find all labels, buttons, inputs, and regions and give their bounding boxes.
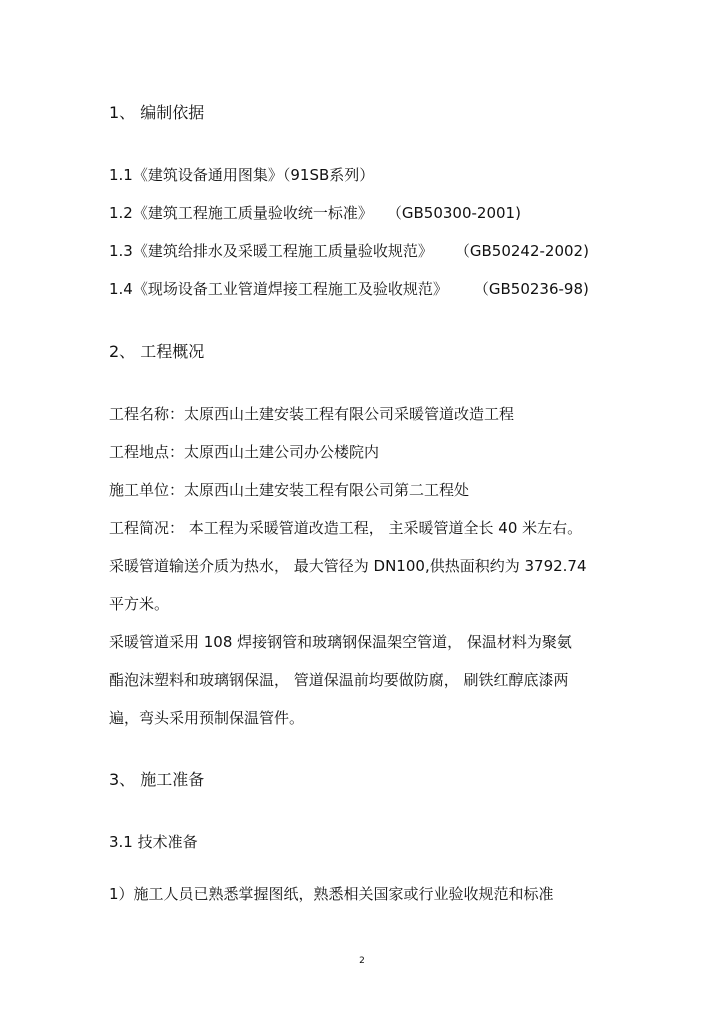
overview-line-3: 平方米。 — [109, 595, 170, 613]
section-3-1-subheading: 3.1 技术准备 — [109, 833, 198, 851]
overview-line-6: 遍，弯头采用预制保温管件。 — [109, 709, 305, 727]
overview-line-1: 工程简况： 本工程为采暖管道改造工程， 主采暖管道全长 40 米左右。 — [109, 519, 583, 537]
section-1-heading: 1、 编制依据 — [109, 103, 205, 122]
reference-item-2-code: （GB50300-2001) — [386, 204, 521, 222]
project-location-line: 工程地点：太原西山土建公司办公楼院内 — [109, 443, 380, 461]
reference-item-4-code: （GB50236-98) — [473, 280, 589, 298]
section-3-heading: 3、 施工准备 — [109, 770, 205, 789]
reference-item-4 — [109, 279, 589, 299]
reference-item-4-text: 1.4《现场设备工业管道焊接工程施工及验收规范》 — [109, 280, 448, 298]
reference-item-1 — [109, 165, 374, 185]
reference-item-3-code: （GB50242-2002) — [454, 242, 589, 260]
reference-item-3-text: 1.3《建筑给排水及采暖工程施工质量验收规范》 — [109, 242, 433, 260]
page-number: 2 — [359, 956, 365, 966]
reference-item-3 — [109, 241, 589, 261]
section-2-heading: 2、 工程概况 — [109, 342, 205, 361]
contractor-line: 施工单位：太原西山土建安装工程有限公司第二工程处 — [109, 481, 470, 499]
reference-item-2 — [109, 203, 521, 223]
overview-line-2: 采暖管道输送介质为热水， 最大管径为 DN100,供热面积约为 3792.74 — [109, 557, 587, 575]
overview-line-5: 酯泡沫塑料和玻璃钢保温， 管道保温前均要做防腐， 刷铁红醇底漆两 — [109, 671, 569, 689]
preparation-item-1: 1）施工人员已熟悉掌握图纸，熟悉相关国家或行业验收规范和标准 — [109, 885, 554, 903]
overview-line-4: 采暖管道采用 108 焊接钢管和玻璃钢保温架空管道， 保温材料为聚氨 — [109, 633, 572, 651]
reference-item-1-text: 1.1《建筑设备通用图集》（91SB系列） — [109, 166, 375, 184]
reference-item-2-text: 1.2《建筑工程施工质量验收统一标准》 — [109, 204, 373, 222]
project-name-line: 工程名称：太原西山土建安装工程有限公司采暖管道改造工程 — [109, 405, 515, 423]
